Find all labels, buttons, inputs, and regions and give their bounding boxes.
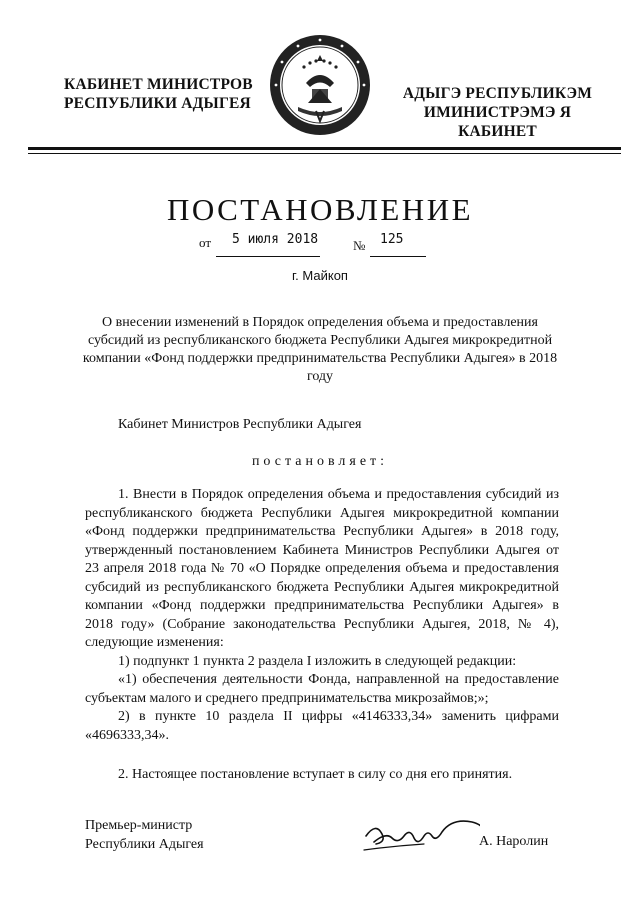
number-underline xyxy=(370,256,426,257)
document-body xyxy=(85,486,559,785)
resolves-heading: постановляет: xyxy=(251,454,389,469)
signatory-title-line1: Премьер-министр xyxy=(85,818,193,833)
date-underline xyxy=(216,256,320,257)
signatory-title xyxy=(85,817,204,854)
paragraph-4: 2) в пункте 10 раздела II цифры «4146333,34» заменить цифрами «4696333,34». xyxy=(85,709,559,743)
paragraph-5: 2. Настоящее постановление вступает в силу со дня его принятия. xyxy=(118,767,513,782)
number-prefix: № xyxy=(353,238,366,253)
paragraph-2: 1) подпункт 1 пункта 2 раздела I изложить в следующей редакции: xyxy=(118,653,517,669)
issuing-body: Кабинет Министров Республики Адыгея xyxy=(118,417,362,432)
header-left xyxy=(64,75,254,113)
header-left-line2: РЕСПУБЛИКИ АДЫГЕЯ xyxy=(64,95,251,112)
signatory-name: А. Наролин xyxy=(479,834,549,849)
signatory-title-line2: Республики Адыгея xyxy=(85,836,204,852)
date-prefix: от xyxy=(199,235,212,250)
header-divider-thin xyxy=(28,153,621,154)
document-title: ПОСТАНОВЛЕНИЕ xyxy=(166,192,474,227)
paragraph-1: 1. Внести в Порядок определения объема и предоставления субсидий из республиканского бюджета Республики Адыгея микрокредитной компании «Фонд поддержки предпринимательства Республики Адыгея» в 2018 году, утвержденный постановлением Кабинета Министров Республики Адыгея от 23 апреля 2018 года № 70 «О Порядке определения объема и предоставления субсидий из республиканского бюджета Республики Адыгея микрокредитной компании «Фонд поддержки предпринимательства Республики Адыгея» в 2018 году» (Собрание законодательства Республики Адыгея, 2018, № 4), следующие изменения: xyxy=(85,487,559,650)
header-left-line1: КАБИНЕТ МИНИСТРОВ xyxy=(64,76,253,93)
header-right xyxy=(390,84,605,141)
city: г. Майкоп xyxy=(292,268,348,283)
header-right-line2: ИМИНИСТРЭМЭ Я КАБИНЕТ xyxy=(423,104,572,140)
header-divider-thick xyxy=(28,147,621,150)
document-subject: О внесении изменений в Порядок определения объема и предоставления субсидий из республиканского бюджета Республики Адыгея микрокредитной компании «Фонд поддержки предпринимательства Республики Адыгея» в 2018 году xyxy=(82,315,558,384)
document-number: 125 xyxy=(380,232,404,247)
coat-of-arms-emblem xyxy=(268,33,372,137)
header-right-line1: АДЫГЭ РЕСПУБЛИКЭМ xyxy=(402,85,593,102)
document-date: 5 июля 2018 xyxy=(232,232,319,247)
handwritten-signature xyxy=(360,808,480,866)
paragraph-3: «1) обеспечения деятельности Фонда, направленной на предоставление субъектам малого и среднего предпринимательства микрозаймов;»; xyxy=(85,672,559,706)
